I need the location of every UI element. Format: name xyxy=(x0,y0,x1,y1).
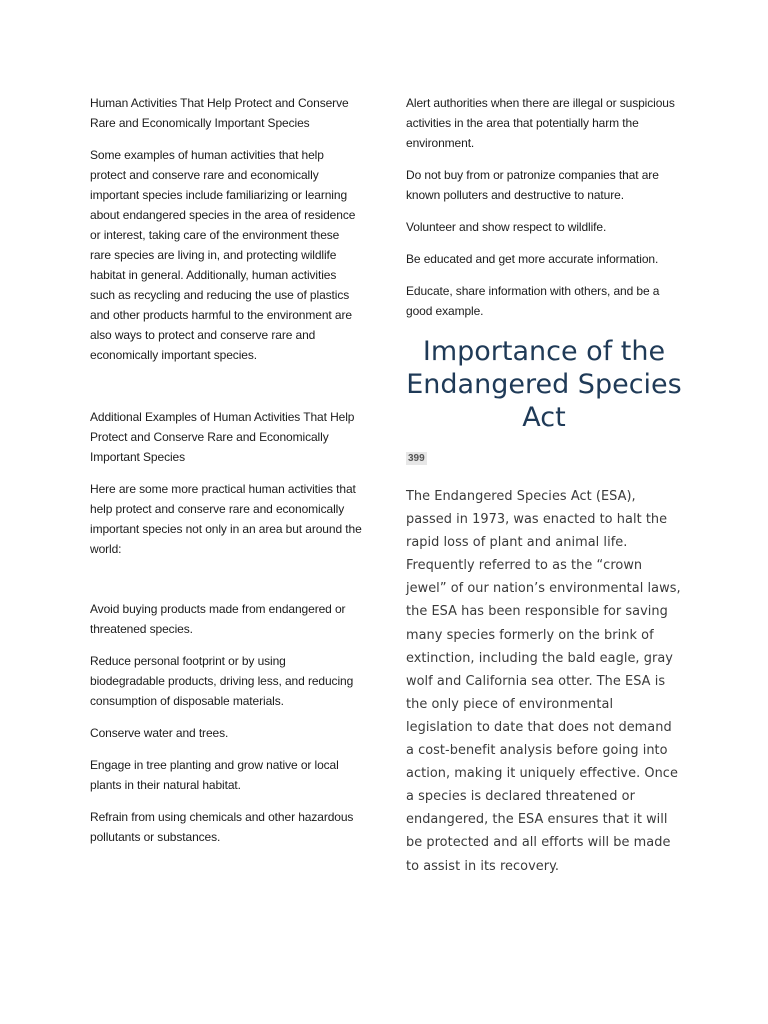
activity-item: Educate, share information with others, and be a good example. xyxy=(406,284,660,318)
section-heading: Importance of the Endangered Species Act xyxy=(406,336,682,433)
intro-paragraph: Some examples of human activities that help protect and conserve rare and economically important species include familiarizing or learning about endangered species in the area of residence or interest, taking care of the environment these rare species are living in, and protecting wildlife habitat in general. Additionally, human activities such as recycling and reducing the use of plastics and other products harmful to the environment are also ways to protect and conserve rare and economically important species. xyxy=(90,148,356,362)
page-number-badge: 399 xyxy=(408,453,425,464)
activity-item: Be educated and get more accurate information. xyxy=(406,252,659,266)
spacer xyxy=(90,377,362,407)
section-title: Human Activities That Help Protect and Conserve Rare and Economically Important Species xyxy=(90,96,349,130)
activity-item: Do not buy from or patronize companies that are known polluters and destructive to nature. xyxy=(406,168,659,202)
left-column xyxy=(90,93,362,859)
activity-item: Volunteer and show respect to wildlife. xyxy=(406,220,607,234)
activity-item: Engage in tree planting and grow native or local plants in their natural habitat. xyxy=(90,758,339,792)
additional-intro: Here are some more practical human activities that help protect and conserve rare and economically important species not only in an area but around the world: xyxy=(90,482,362,556)
esa-body-paragraph: The Endangered Species Act (ESA), passed in 1973, was enacted to halt the rapid loss of plant and animal life. Frequently referred to as the “crown jewel” of our nation’s environmental laws, the ESA has been responsible for saving many species formerly on the brink of extinction, including the bald eagle, gray wolf and California sea otter. The ESA is the only piece of environmental legislation to date that does not demand a cost-benefit analysis before going into action, making it uniquely effective. Once a species is declared threatened or endangered, the ESA ensures that it will be protected and all efforts will be made to assist in its recovery. xyxy=(406,489,681,874)
additional-title: Additional Examples of Human Activities That Help Protect and Conserve Rare and Economically Important Species xyxy=(90,410,355,464)
activity-item: Reduce personal footprint or by using biodegradable products, driving less, and reducing consumption of disposable materials. xyxy=(90,654,354,708)
activity-item: Refrain from using chemicals and other hazardous pollutants or substances. xyxy=(90,810,354,844)
spacer xyxy=(90,571,362,599)
right-column xyxy=(406,93,682,878)
activity-item: Alert authorities when there are illegal or suspicious activities in the area that potentially harm the environment. xyxy=(406,96,675,150)
activity-item: Conserve water and trees. xyxy=(90,726,229,740)
activity-item: Avoid buying products made from endangered or threatened species. xyxy=(90,602,346,636)
